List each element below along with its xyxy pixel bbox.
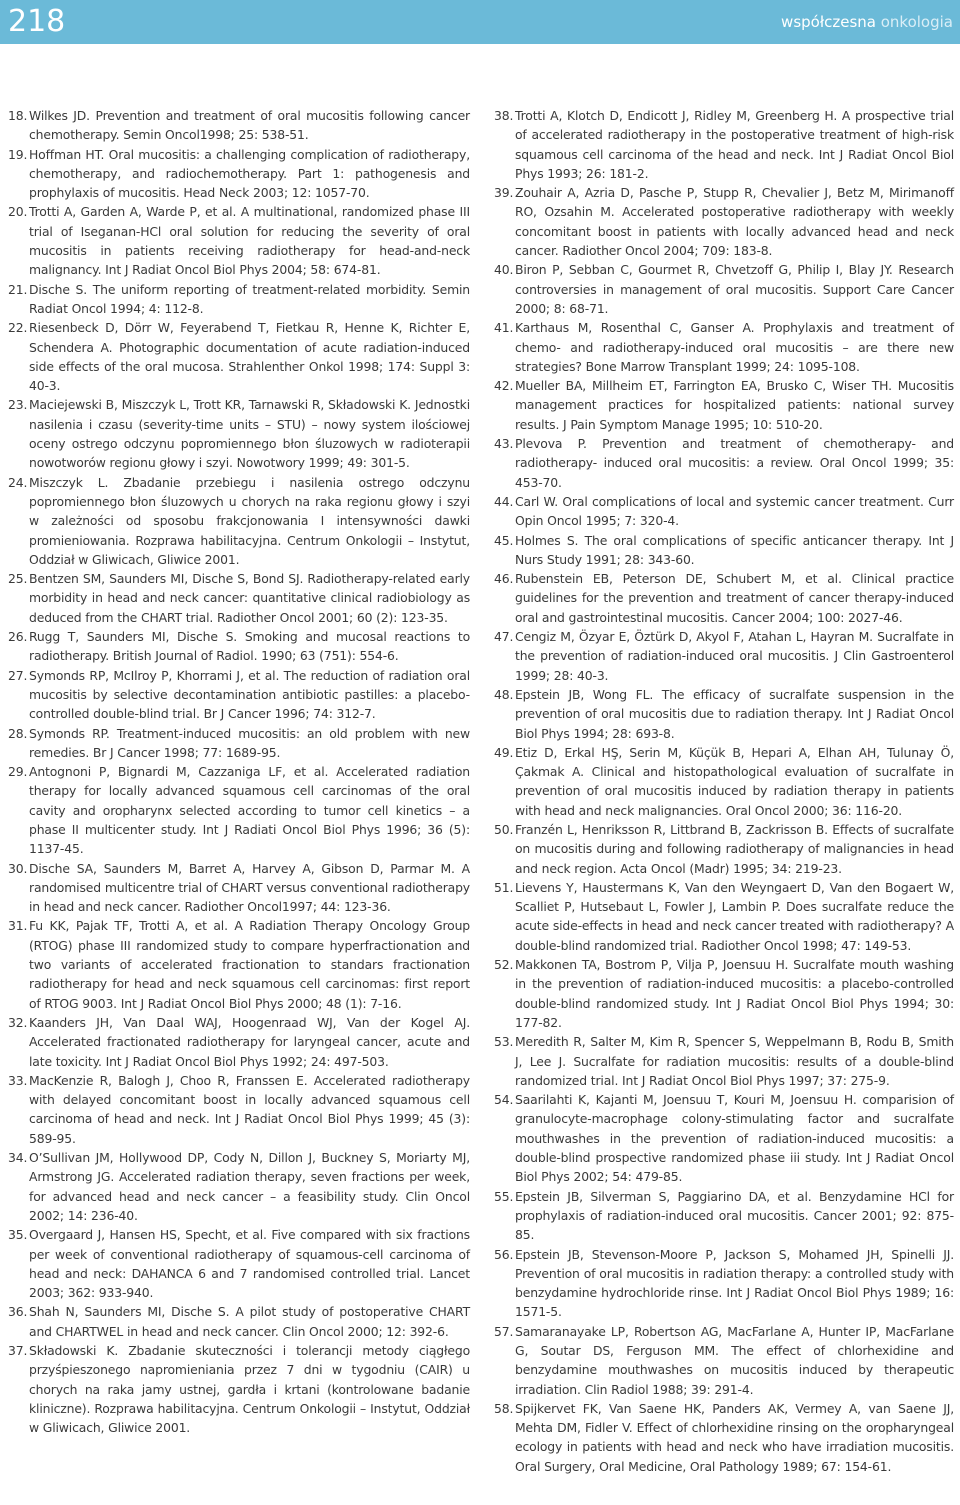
- reference-text: Symonds RP. Treatment-induced mucositis: an old problem with new remedies. Br J Cancer 1998; 77: 1689-95.: [29, 725, 470, 760]
- reference-number: 45.: [494, 532, 514, 548]
- reference-number: 49.: [494, 744, 514, 760]
- reference-number: 39.: [494, 185, 514, 201]
- reference-item: [8, 318, 470, 395]
- reference-item: [8, 916, 470, 1012]
- reference-text: Saarilahti K, Kajanti M, Joensuu T, Kouri M, Joensuu H. comparision of granulocyte-macrophage colony-stimulating factor and sucralfate mouthwashes in the prevention of radiation-induced mucositis: a double-blind prospective randomized phase iii study. Int J Radiat Oncol Biol Phys 2002; 54: 479-85.: [515, 1092, 954, 1185]
- reference-item: [494, 183, 954, 260]
- reference-text: Karthaus M, Rosenthal C, Ganser A. Prophylaxis and treatment of chemo- and radiotherapy-induced oral mucositis – are there new strategies? Bone Marrow Transplant 1999; 24: 1095-108.: [515, 320, 954, 374]
- reference-text: Rubenstein EB, Peterson DE, Schubert M, et al. Clinical practice guidelines for the prevention and treatment of cancer therapy-induced oral and gastrointestinal mucositis. Cancer 2004; 100: 2027-46.: [515, 571, 954, 625]
- reference-number: 44.: [494, 493, 514, 509]
- reference-item: [494, 1090, 954, 1186]
- reference-number: 31.: [8, 918, 28, 934]
- reference-number: 27.: [8, 667, 28, 683]
- reference-number: 52.: [494, 957, 514, 973]
- reference-number: 57.: [494, 1323, 514, 1339]
- reference-item: [494, 260, 954, 318]
- reference-item: [8, 1013, 470, 1071]
- page-number: 218: [8, 4, 66, 39]
- reference-number: 28.: [8, 725, 28, 741]
- reference-number: 53.: [494, 1034, 514, 1050]
- reference-item: [8, 627, 470, 666]
- reference-number: 51.: [494, 879, 514, 895]
- reference-number: 32.: [8, 1014, 28, 1030]
- reference-text: Plevova P. Prevention and treatment of chemotherapy- and radiotherapy- induced oral mucositis: a review. Oral Oncol 1999; 35: 453-70.: [515, 436, 954, 490]
- reference-number: 26.: [8, 629, 28, 645]
- reference-item: [494, 434, 954, 492]
- reference-number: 36.: [8, 1304, 28, 1320]
- reference-number: 18.: [8, 108, 28, 123]
- reference-number: 42.: [494, 378, 514, 394]
- reference-number: 37.: [8, 1343, 28, 1358]
- reference-text: Epstein JB, Stevenson-Moore P, Jackson S, Mohamed JH, Spinelli JJ. Prevention of oral mucositis in radiation therapy: a controlled study with benzydamine hydrochloride rinse. Int J Radiat Oncol Biol Phys 1989; 16: 1571-5.: [515, 1246, 954, 1320]
- reference-text: Dische S. The uniform reporting of treatment-related morbidity. Semin Radiat Oncol 1994; 4: 112-8.: [29, 281, 470, 316]
- reference-text: Rugg T, Saunders MI, Dische S. Smoking and mucosal reactions to radiotherapy. British Journal of Radiol. 1990; 63 (751): 554-6.: [29, 629, 470, 664]
- reference-text: Makkonen TA, Bostrom P, Vilja P, Joensuu H. Sucralfate mouth washing in the prevention of radiation-induced mucositis: a placebo-controlled double-blind randomized study. Int J Radiat Oncol Biol Phys 1994; 30: 177-82.: [515, 957, 954, 1030]
- reference-text: Riesenbeck D, Dörr W, Feyerabend T, Fietkau R, Henne K, Richter E, Schendera A. Photographic documentation of acute radiation-induced side effects of the oral mucosa. Strahlenther Onkol 1998; 174: Suppl 3: 40-3.: [29, 320, 470, 394]
- reference-item: [494, 685, 954, 743]
- reference-text: Zouhair A, Azria D, Pasche P, Stupp R, Chevalier J, Betz M, Mirimanoff RO, Ozsahin M. Accelerated postoperative radiotherapy with weekly concomitant boost in patients with locally advanced head and neck cancer. Radiother Oncol 2004; 709: 183-8.: [515, 185, 954, 259]
- reference-number: 54.: [494, 1092, 514, 1108]
- reference-text: Symonds RP, McIlroy P, Khorrami J, et al. The reduction of radiation oral mucositis by selective decontamination antibiotic pastilles: a placebo-controlled double-blind trial. Br J Cancer 1996; 74: 312-7.: [29, 667, 470, 722]
- reference-number: 48.: [494, 686, 514, 702]
- reference-text: Holmes S. The oral complications of specific anticancer therapy. Int J Nurs Study 1991; 28: 343-60.: [515, 532, 954, 567]
- reference-text: Kaanders JH, Van Daal WAJ, Hoogenraad WJ, Van der Kogel AJ. Accelerated fractionated radiotherapy for laryngeal cancer, acute and late toxicity. Int J Radiat Oncol Biol Phys 1992; 24: 497-503.: [29, 1014, 470, 1069]
- reference-item: [494, 1399, 954, 1476]
- reference-item: [494, 1322, 954, 1399]
- reference-number: 35.: [8, 1227, 28, 1243]
- reference-text: Etiz D, Erkal HŞ, Serin M, Küçük B, Hepari A, Elhan AH, Tulunay Ö, Çakmak A. Clinical and histopathological evaluation of sucralfate in prevention of oral mucositis induced by radiation therapy in patients with head and neck malignancies. Oral Oncol 2000; 36: 116-20.: [515, 744, 954, 818]
- reference-number: 24.: [8, 474, 28, 490]
- reference-text: Spijkervet FK, Van Saene HK, Panders AK, Vermey A, van Saene JJ, Mehta DM, Fidler V. Effect of chlorhexidine rinsing on the oropharyngeal ecology in patients with head and neck who have irradiation mucositis. Oral Surgery, Oral Medicine, Oral Pathology 1989; 67: 154-61.: [515, 1400, 954, 1474]
- reference-text: O’Sullivan JM, Hollywood DP, Cody N, Dillon J, Buckney S, Moriarty MJ, Armstrong JG. Accelerated radiation therapy, seven fractions per week, for advanced head and neck cancer – a feasibility study. Clin Oncol 2002; 14: 236-40.: [29, 1150, 470, 1223]
- reference-item: [8, 724, 470, 763]
- reference-item: [8, 762, 470, 858]
- reference-text: Mueller BA, Millheim ET, Farrington EA, Brusko C, Wiser TH. Mucositis management practices for hospitalized patients: national survey results. J Pain Symptom Manage 1995; 10: 510-20.: [515, 378, 954, 432]
- reference-item: [8, 1071, 470, 1148]
- reference-number: 41.: [494, 320, 514, 336]
- journal-name-part1: współczesna: [781, 13, 876, 31]
- reference-text: Dische SA, Saunders M, Barret A, Harvey A, Gibson D, Parmar M. A randomised multicentre trial of CHART versus conventional radiotherapy in head and neck cancer. Radiother Oncol1997; 44: 123-36.: [29, 860, 470, 915]
- reference-text: Antognoni P, Bignardi M, Cazzaniga LF, et al. Accelerated radiation therapy for locally advanced squamous cell carcinomas of the oral cavity and oropharynx selected according to tumor cell kinetics – a phase II multicenter study. Int J Radiati Oncol Biol Phys 1996; 36 (5): 1137-45.: [29, 764, 470, 857]
- reference-text: Bentzen SM, Saunders MI, Dische S, Bond SJ. Radiotherapy-related early morbidity in head and neck cancer: quantitative clinical radiobiology as deduced from the CHART trial. Radiother Oncol 2001; 60 (2): 123-35.: [29, 571, 470, 625]
- reference-item: [494, 1187, 954, 1245]
- reference-item: [8, 202, 470, 279]
- reference-item: [8, 1302, 470, 1341]
- reference-number: 38.: [494, 108, 514, 123]
- reference-item: [494, 955, 954, 1032]
- reference-text: Cengiz M, Özyar E, Öztürk D, Akyol F, Atahan L, Hayran M. Sucralfate in the prevention of radiation-induced oral mucositis. J Clin Gastroenterol 1999; 28: 40-3.: [515, 629, 954, 683]
- reference-number: 25.: [8, 571, 28, 587]
- reference-number: 50.: [494, 821, 514, 837]
- reference-item: [8, 569, 470, 627]
- reference-item: [494, 531, 954, 570]
- reference-text: Fu KK, Pajak TF, Trotti A, et al. A Radiation Therapy Oncology Group (RTOG) phase III randomized study to compare hyperfractionation and two variants of accelerated fractionation to standars fractionation radiotherapy for head and neck squamous cell carcinomas: first report of RTOG 9003. Int J Radiat Oncol Biol Phys 2000; 48 (1): 7-16.: [29, 918, 470, 1011]
- reference-number: 46.: [494, 571, 514, 587]
- reference-text: Składowski K. Zbadanie skuteczności i tolerancji metody ciągłego przyśpieszonego napromieniania przez 7 dni w tygodniu (CAIR) u chorych na raka jamy ustnej, gardła i krtani (kontrolowane badanie kliniczne). Rozprawa habilitacyjna. Centrum Onkologii – Instytut, Oddział w Gliwicach, Gliwice 2001.: [29, 1343, 470, 1436]
- reference-number: 29.: [8, 764, 28, 780]
- reference-text: Overgaard J, Hansen HS, Specht, et al. Five compared with six fractions per week of conventional radiotherapy of squamous-cell carcinoma of head and neck: DAHANCA 6 and 7 randomised controlled trial. Lancet 2003; 362: 933-940.: [29, 1227, 470, 1301]
- reference-text: Maciejewski B, Miszczyk L, Trott KR, Tarnawski R, Składowski K. Jednostki nasilenia i czasu (severity-time units – STU) – nowy system ilościowej oceny ostrego odczynu popromiennego błon śluzowych w radioterapii nowotworów regionu głowy i szyi. Nowotwory 1999; 49: 301-5.: [29, 397, 470, 471]
- page-header: [0, 0, 960, 44]
- reference-item: [494, 1245, 954, 1322]
- reference-number: 22.: [8, 320, 28, 336]
- reference-item: [8, 145, 470, 203]
- reference-number: 40.: [494, 262, 514, 278]
- reference-item: [8, 1148, 470, 1225]
- journal-name-part2: onkologia: [880, 13, 953, 31]
- reference-item: [494, 376, 954, 434]
- reference-text: Miszczyk L. Zbadanie przebiegu i nasilenia ostrego odczynu popromiennego błon śluzowych u chorych na raka regionu głowy i szyi w zależności od sposobu frakcjonowania I intensywności dawki promieniowania. Rozprawa habilitacyjna. Centrum Onkologii – Instytut, Oddział w Gliwicach, Gliwice 2001.: [29, 474, 470, 567]
- reference-text: MacKenzie R, Balogh J, Choo R, Franssen E. Accelerated radiotherapy with delayed concomitant boost in locally advanced squamous cell carcinoma of head and neck. Int J Radiat Oncol Biol Phys 1999; 45 (3): 589-95.: [29, 1072, 470, 1146]
- reference-item: [494, 1032, 954, 1090]
- reference-item: [494, 492, 954, 531]
- journal-name: [781, 0, 953, 44]
- reference-number: 19.: [8, 146, 28, 162]
- reference-text: Carl W. Oral complications of local and systemic cancer treatment. Curr Opin Oncol 1995; 7: 320-4.: [515, 493, 954, 529]
- reference-text: Shah N, Saunders MI, Dische S. A pilot study of postoperative CHART and CHARTWEL in head and neck cancer. Clin Oncol 2000; 12: 392-6.: [29, 1304, 470, 1339]
- reference-item: [8, 1341, 470, 1437]
- reference-item: [8, 280, 470, 319]
- reference-number: 33.: [8, 1072, 28, 1088]
- reference-number: 30.: [8, 860, 28, 876]
- reference-number: 43.: [494, 436, 514, 452]
- reference-item: [494, 743, 954, 820]
- reference-text: Hoffman HT. Oral mucositis: a challenging complication of radiotherapy, chemotherapy, and radiochemotherapy. Part 1: pathogenesis and prophylaxis of mucositis. Head Neck 2003; 12: 1057-70.: [29, 146, 470, 201]
- reference-item: [494, 627, 954, 685]
- reference-number: 23.: [8, 397, 28, 413]
- reference-item: [494, 878, 954, 955]
- reference-number: 21.: [8, 281, 28, 297]
- reference-item: [8, 473, 470, 569]
- reference-number: 34.: [8, 1150, 28, 1166]
- reference-text: Biron P, Sebban C, Gourmet R, Chvetzoff G, Philip I, Blay JY. Research controversies in management of oral mucositis. Support Care Cancer 2000; 8: 68-71.: [515, 262, 954, 316]
- reference-item: [8, 395, 470, 472]
- reference-number: 47.: [494, 629, 514, 645]
- reference-text: Trotti A, Klotch D, Endicott J, Ridley M, Greenberg H. A prospective trial of accelerated radiotherapy in the postoperative treatment of high-risk squamous cell carcinoma of the head and neck. Int J Radiat Oncol Biol Phys 1993; 26: 181-2.: [515, 108, 954, 181]
- reference-item: [494, 569, 954, 627]
- reference-item: [8, 859, 470, 917]
- reference-item: [494, 820, 954, 878]
- reference-text: Epstein JB, Silverman S, Paggiarino DA, et al. Benzydamine HCl for prophylaxis of radiation-induced oral mucositis. Cancer 2001; 92: 875-85.: [515, 1188, 954, 1243]
- reference-item: [8, 106, 470, 145]
- reference-item: [8, 1225, 470, 1302]
- reference-text: Trotti A, Garden A, Warde P, et al. A multinational, randomized phase III trial of Iseganan-HCl oral solution for reducing the severity of oral mucositis in patients receiving radiotherapy for head-and-neck malignancy. Int J Radiat Oncol Biol Phys 2004; 58: 674-81.: [29, 204, 470, 278]
- reference-number: 58.: [494, 1400, 514, 1416]
- references-right-column: [494, 106, 954, 1476]
- reference-number: 56.: [494, 1246, 514, 1262]
- reference-text: Epstein JB, Wong FL. The efficacy of sucralfate suspension in the prevention of oral mucositis due to radiation therapy. Int J Radiat Oncol Biol Phys 1994; 28: 693-8.: [515, 686, 954, 741]
- reference-item: [494, 106, 954, 183]
- reference-text: Meredith R, Salter M, Kim R, Spencer S, Weppelmann B, Rodu B, Smith J, Lee J. Sucralfate for radiation mucositis: results of a double-blind randomized trial. Int J Radiat Oncol Biol Phys 1997; 37: 275-9.: [515, 1034, 954, 1088]
- reference-item: [494, 318, 954, 376]
- reference-text: Samaranayake LP, Robertson AG, MacFarlane A, Hunter IP, MacFarlane G, Soutar DS, Ferguson MM. The effect of chlorhexidine and benzydamine mouthwashes on mucositis induced by therapeutic irradiation. Clin Radiol 1988; 39: 291-4.: [515, 1323, 954, 1397]
- reference-text: Franzén L, Henriksson R, Littbrand B, Zackrisson B. Effects of sucralfate on mucositis during and following radiotherapy of malignancies in head and neck region. Acta Oncol (Madr) 1995; 34: 219-23.: [515, 821, 954, 876]
- reference-number: 20.: [8, 204, 28, 220]
- reference-number: 55.: [494, 1188, 514, 1204]
- references-left-column: [8, 106, 470, 1437]
- reference-text: Wilkes JD. Prevention and treatment of oral mucositis following cancer chemotherapy. Semin Oncol1998; 25: 538-51.: [29, 108, 470, 143]
- reference-text: Lievens Y, Haustermans K, Van den Weyngaert D, Van den Bogaert W, Scalliet P, Hutsebaut L, Fowler J, Lambin P. Does sucralfate reduce the acute side-effects in head and neck cancer treated with radiotherapy? A double-blind randomized trial. Radiother Oncol 1998; 47: 149-53.: [515, 879, 954, 953]
- reference-item: [8, 666, 470, 724]
